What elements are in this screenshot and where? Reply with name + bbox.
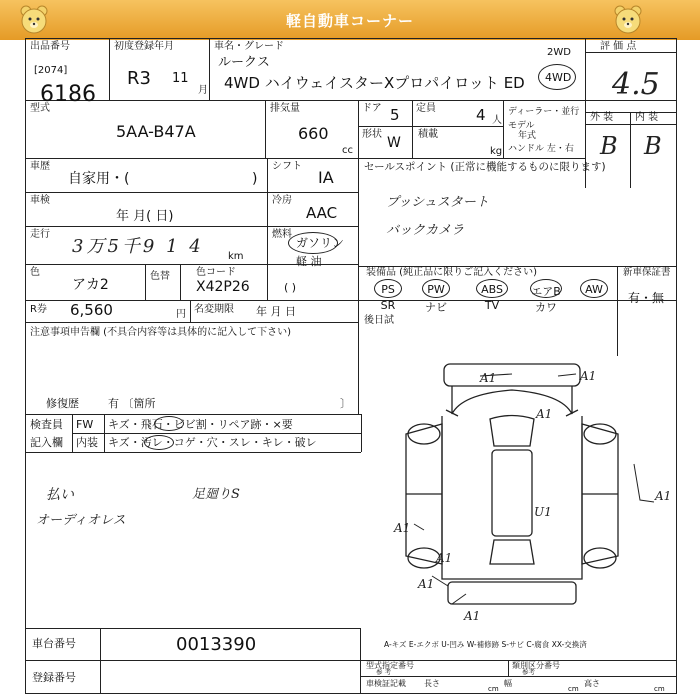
new-warranty-value: 有・無 (628, 291, 665, 305)
interior-check-label: 内装 (76, 436, 98, 449)
inspection-label: 車検 (30, 195, 50, 206)
divider (25, 414, 361, 415)
equip-aw: AW (585, 283, 603, 296)
damage-mark: U1 (534, 505, 552, 519)
model-type-value: 5AA-B47A (116, 122, 196, 141)
year-label: 年式 (518, 131, 537, 141)
width-unit: cm (568, 685, 579, 693)
divider (72, 433, 361, 434)
repair-history-label: 修復歴 (46, 397, 79, 410)
entry-label: 記入欄 (30, 436, 63, 449)
color-change-label: 色替 (150, 271, 170, 282)
color-value: アカ2 (72, 277, 109, 293)
damage-legend: A-キズ E-エクボ U-凹み W-補修跡 S-サビ C-腐食 XX-交換済 (384, 640, 587, 649)
recycle-label: R券 (30, 304, 47, 315)
divider (585, 52, 677, 53)
inspector-label: 検査員 (30, 418, 63, 431)
model-designation-label: 型式指定番号 (366, 661, 414, 670)
equip-sr: SR (380, 299, 396, 312)
divider (508, 660, 509, 676)
color-code-value: X42P26 (196, 279, 250, 295)
page-title: 軽自動車コーナー (285, 12, 414, 30)
selected-circle (154, 416, 184, 431)
rear-seat-label: 後日試 (364, 315, 394, 326)
divider (25, 628, 360, 629)
history-value: 自家用・( (68, 171, 130, 187)
divider (630, 112, 631, 188)
divider (209, 38, 210, 100)
evaluation-score: 4.5 (612, 67, 660, 102)
displacement-value: 660 (298, 124, 329, 143)
selected-circle (422, 279, 450, 298)
divider (358, 126, 503, 127)
divider (267, 158, 268, 300)
shape-label: 形状 (362, 129, 382, 140)
damage-mark: A1 (480, 371, 497, 385)
certificate-label: 車検証記載 (366, 679, 406, 688)
equip-abs: ABS (481, 283, 503, 296)
exhibit-number-label: 出品番号 (30, 41, 70, 52)
model-small-label: モデル (508, 121, 535, 131)
damage-mark: A1 (536, 407, 553, 421)
divider (109, 38, 110, 100)
equip-tv: TV (484, 299, 500, 312)
equip-pw: PW (427, 283, 445, 296)
history-close: ) (252, 171, 258, 187)
divider (585, 124, 677, 125)
divider (360, 676, 677, 677)
selected-circle (580, 279, 608, 298)
divider (145, 264, 146, 300)
load-label: 積載 (418, 129, 438, 140)
mileage-unit: km (228, 251, 244, 262)
displacement-label: 排気量 (270, 103, 300, 114)
selected-circle (530, 279, 562, 298)
sales-point-label: セールスポイント (正常に機能するものに限ります) (364, 161, 606, 173)
door-label: ドア (362, 103, 382, 114)
page-header (0, 0, 700, 40)
handle-label: ハンドル 左・右 (508, 144, 574, 154)
divider (265, 100, 266, 158)
fuel-gasoline: ガソリン (296, 236, 345, 250)
sales-point-1: プッシュスタート (386, 195, 489, 210)
mileage-value: 3万5千9 1 4 (72, 236, 204, 257)
equip-navi: ナビ (425, 301, 447, 314)
damage-mark: A1 (464, 609, 481, 623)
equip-ps: PS (381, 283, 395, 296)
divider (503, 100, 504, 158)
history-label: 車歴 (30, 161, 50, 172)
damage-mark: A1 (436, 551, 453, 565)
bear-mascot-icon (612, 4, 644, 36)
name-change-date: 年 月 日 (256, 305, 296, 318)
divider (25, 226, 358, 227)
drive-4wd-label: 4WD (545, 71, 572, 84)
divider (25, 660, 677, 661)
damage-mark: A1 (580, 369, 597, 383)
drive-2wd-label: 2WD (547, 47, 571, 58)
divider (412, 100, 413, 158)
divider (25, 300, 677, 301)
registration-month: 11 (172, 71, 189, 86)
registration-era: R3 (127, 68, 151, 89)
height-label: 高さ (584, 679, 600, 688)
repair-history-close: 〕 (340, 397, 351, 410)
damage-mark: A1 (655, 489, 672, 503)
recycle-unit: 円 (176, 309, 186, 320)
divider (100, 628, 101, 694)
sales-point-2: バックカメラ (386, 223, 465, 238)
first-registration-label: 初度登録年月 (114, 41, 174, 52)
capacity-unit: 人 (492, 115, 502, 126)
selected-circle (374, 279, 402, 298)
fw-items: キズ・飛石・ビビ割・リペア跡・×要 (108, 418, 293, 431)
dealer-label: ディーラー・並行 (508, 107, 580, 117)
capacity-value: 4 (476, 106, 486, 124)
model-type-label: 型式 (30, 103, 50, 114)
capacity-label: 定員 (416, 103, 436, 114)
equip-airbag: エアB (531, 285, 561, 298)
divider (358, 300, 359, 414)
registration-number-label: 登録番号 (32, 671, 76, 684)
equip-leather: カワ (535, 301, 557, 314)
divider (180, 264, 181, 300)
inspector-note-3: 足廻りS (192, 487, 240, 502)
length-label: 長さ (424, 679, 440, 688)
divider (72, 414, 73, 452)
fuel-label: 燃料 (272, 229, 292, 240)
shift-value: IA (318, 168, 334, 187)
height-unit: cm (654, 685, 665, 693)
divider (25, 192, 358, 193)
recycle-value: 6,560 (70, 301, 113, 319)
exhibit-number: 6186 (40, 82, 96, 107)
chassis-number: 0013390 (176, 634, 257, 655)
selected-circle (476, 279, 508, 298)
car-model-label: 車名・グレード (214, 41, 284, 52)
exhibit-sub-number: [2074] (34, 65, 68, 76)
score-label: 評 価 点 (600, 41, 637, 52)
shape-value: W (387, 135, 401, 151)
divider (104, 414, 105, 452)
divider (358, 100, 359, 158)
divider (25, 158, 585, 159)
inspector-note-1: 払い (46, 487, 74, 503)
inspection-date: 年 月( 日) (116, 209, 174, 224)
reference-label: 参 考 (376, 668, 392, 676)
mileage-label: 走行 (30, 229, 50, 240)
damage-mark: A1 (394, 521, 411, 535)
selected-circle (144, 435, 174, 450)
ac-value: AAC (306, 204, 338, 222)
equipment-label: 装備品 (純正品に限りご記入ください) (366, 267, 537, 278)
ac-label: 冷房 (272, 195, 292, 206)
repair-history-text: 有 〔箇所 (108, 397, 156, 410)
divider (25, 322, 358, 323)
interior-grade: B (644, 132, 662, 160)
divider (190, 300, 191, 322)
fuel-other: ( ) (284, 281, 297, 294)
car-grade: 4WD ハイウェイスターXプロパイロット ED (224, 74, 525, 92)
color-label: 色 (30, 267, 40, 278)
interior-items: キズ・汚レ・コゲ・穴・スレ・キレ・破レ (108, 436, 317, 449)
displacement-unit: cc (342, 145, 353, 156)
inspector-note-2: オーディオレス (36, 513, 126, 528)
load-unit: kg (490, 146, 503, 157)
fuel-diesel: 軽 油 (296, 255, 322, 268)
divider (25, 100, 677, 101)
divider (358, 158, 359, 300)
divider (25, 452, 361, 453)
color-code-label: 色コード (196, 267, 236, 278)
door-value: 5 (390, 106, 400, 124)
exterior-label: 外 装 (590, 112, 614, 123)
shift-label: シフト (272, 161, 302, 172)
reference-label: 参考 (522, 668, 535, 676)
vehicle-damage-diagram (362, 324, 677, 629)
damage-mark: A1 (418, 577, 435, 591)
interior-label: 内 装 (635, 112, 659, 123)
category-number-label: 類別区分番号 (512, 661, 560, 670)
exterior-grade: B (600, 132, 618, 160)
fw-label: FW (76, 418, 94, 431)
divider (360, 628, 361, 694)
month-unit: 月 (198, 85, 208, 96)
car-name: ルークス (218, 55, 270, 70)
name-change-label: 名変期限 (194, 304, 234, 315)
chassis-number-label: 車台番号 (32, 637, 76, 650)
notes-label: 注意事項申告欄 (不具合内容等は具体的に記入して下さい) (30, 327, 291, 338)
new-warranty-label: 新車保証書 (623, 267, 671, 278)
length-unit: cm (488, 685, 499, 693)
width-label: 幅 (504, 679, 512, 688)
